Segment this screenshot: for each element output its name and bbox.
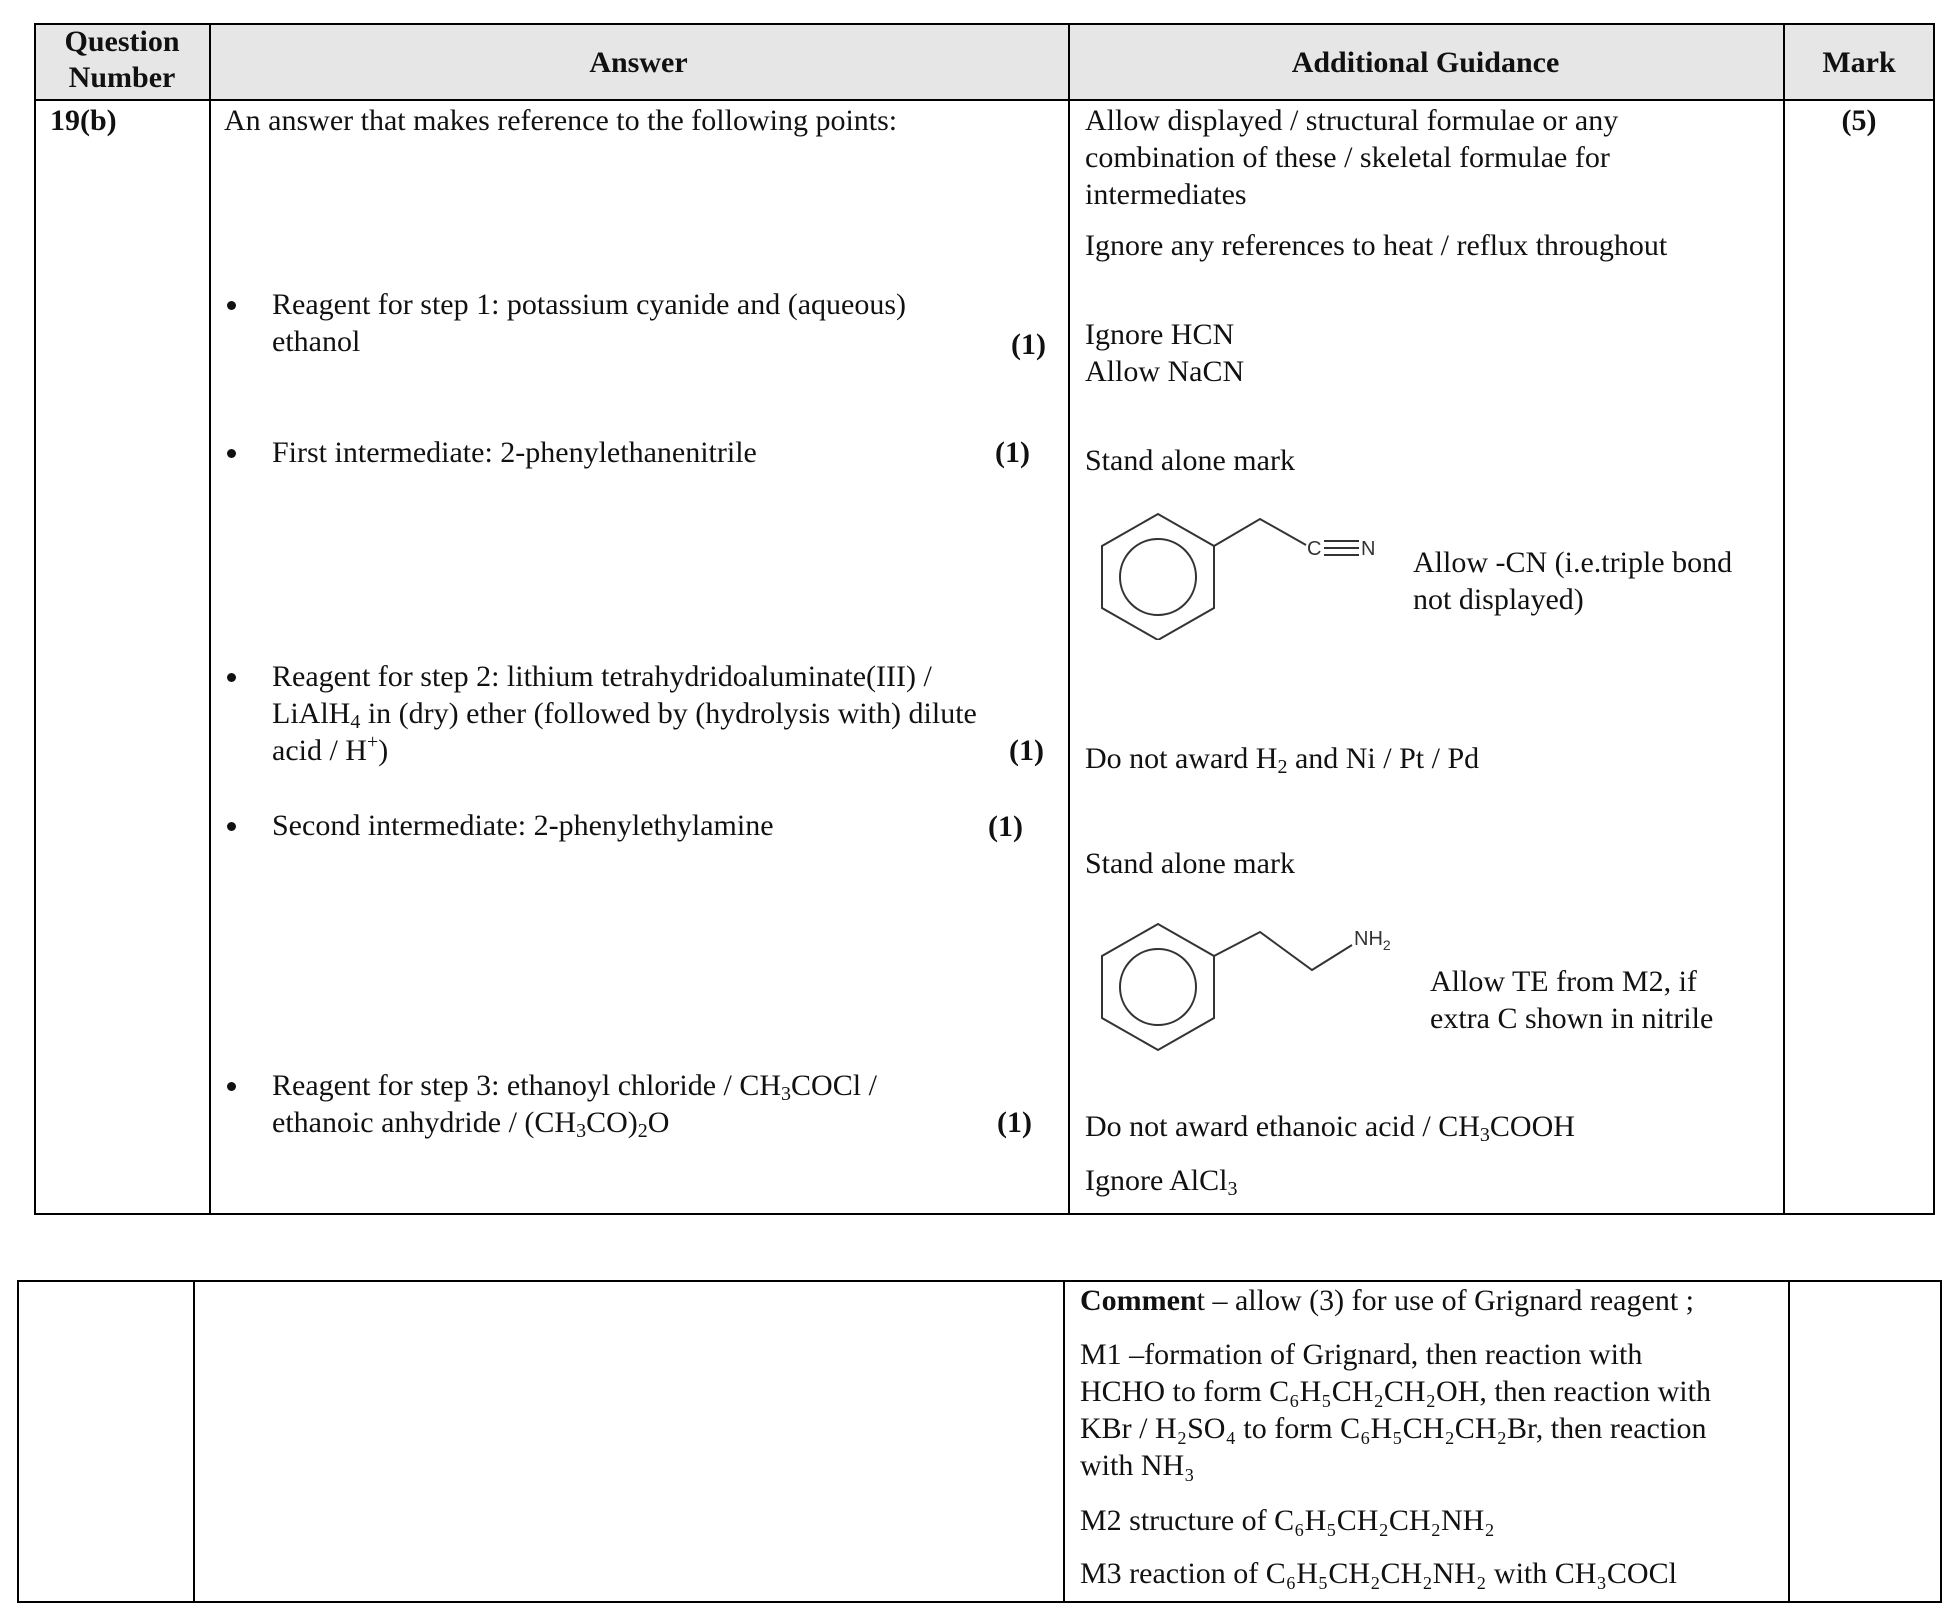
col-divider-2 (1068, 23, 1070, 1215)
guidance-allow-cn-line2: not displayed) (1413, 583, 1584, 616)
bullet-point4 (227, 822, 236, 831)
nitrile-n-label: N (1361, 538, 1376, 560)
nitrile-structure (1090, 505, 1390, 640)
guidance-alcl3-a: Ignore AlCl (1085, 1164, 1228, 1197)
point5-line1 (272, 1067, 877, 1104)
point2-mark: (1) (995, 436, 1030, 469)
point3-line3-a: acid / H (272, 734, 367, 767)
point5-line1-a: Reagent for step 3: ethanoyl chloride / CH (272, 1069, 782, 1102)
guidance-ignore-alcl3 (1085, 1162, 1238, 1199)
guidance-step1 (1085, 316, 1244, 390)
guidance-allow-cn-line1: Allow -CN (i.e.triple bond (1413, 546, 1733, 579)
comment-m1-line4: with NH₃ (1080, 1449, 1195, 1482)
comment-heading (1080, 1282, 1694, 1319)
guidance-ethanoic-a: Do not award ethanoic acid / CH (1085, 1110, 1480, 1143)
header-question-number (36, 24, 208, 96)
comment-m3: M3 reaction of C₆H₅CH₂CH₂NH₂ with CH₃COCl (1080, 1557, 1677, 1590)
comment-m2: M2 structure of C₆H₅CH₂CH₂NH₂ (1080, 1504, 1495, 1537)
point3-mark: (1) (1009, 734, 1044, 767)
point5-line2 (272, 1104, 669, 1141)
point3-line3-b: ) (378, 734, 389, 767)
col-divider-3 (1783, 23, 1785, 1215)
point3-line2-sub: 4 (350, 711, 361, 733)
point4-line1: Second intermediate: 2-phenylethylamine (272, 809, 774, 842)
guidance-h2-ni (1085, 740, 1479, 777)
guidance-h2-sub: 2 (1277, 756, 1288, 778)
amine-nh-label (1354, 928, 1391, 953)
point3-line3-sup: + (366, 731, 379, 753)
point5-line2-sub1: 3 (576, 1120, 587, 1142)
point2-line1: First intermediate: 2-phenylethanenitrile (272, 436, 757, 469)
point5-line2-a: ethanoic anhydride / (CH (272, 1106, 577, 1139)
guidance-ethanoic-acid (1085, 1108, 1575, 1145)
point5-line2-c: O (647, 1106, 670, 1139)
answer-intro: An answer that makes reference to the following points: (224, 104, 898, 137)
header-question-line2: Number (68, 61, 176, 94)
comment-m1-line1: M1 –formation of Grignard, then reaction with (1080, 1338, 1643, 1371)
point1-line2: ethanol (272, 325, 361, 358)
guidance-ethanoic-b: COOH (1489, 1110, 1575, 1143)
table2-col-divider-1 (193, 1280, 195, 1603)
table2-col-divider-2 (1063, 1280, 1065, 1603)
guidance-allow-nacn: Allow NaCN (1085, 355, 1245, 388)
point5-line2-b: CO) (586, 1106, 638, 1139)
guidance-allow-te-line1: Allow TE from M2, if (1430, 965, 1697, 998)
guidance-formulae-line1: Allow displayed / structural formulae or any (1085, 104, 1619, 137)
amine-chain (1214, 932, 1352, 970)
bullet-point3 (227, 673, 236, 682)
point3-line1: Reagent for step 2: lithium tetrahydridoaluminate(III) / (272, 660, 932, 693)
guidance-formulae (1085, 102, 1618, 213)
header-guidance: Additional Guidance (1291, 46, 1560, 79)
amine-nh-sub: 2 (1382, 937, 1391, 953)
point1-mark: (1) (1011, 328, 1046, 361)
amine-nh: NH (1354, 928, 1383, 950)
benzene-ring-2 (1102, 924, 1214, 1050)
question-number: 19(b) (50, 104, 117, 137)
guidance-stand-alone-2: Stand alone mark (1085, 847, 1295, 880)
point3-line3 (272, 732, 388, 769)
guidance-ignore-hcn: Ignore HCN (1085, 318, 1235, 351)
amine-structure (1090, 915, 1410, 1065)
guidance-allow-te (1430, 963, 1713, 1037)
bullet-point5 (227, 1082, 236, 1091)
header-answer: Answer (589, 46, 688, 79)
guidance-stand-alone-1: Stand alone mark (1085, 444, 1295, 477)
point5-line1-sub: 3 (781, 1083, 792, 1105)
point5-line1-b: COCl / (791, 1069, 877, 1102)
bullet-point2 (227, 449, 236, 458)
point1-line1: Reagent for step 1: potassium cyanide and (aqueous) (272, 288, 906, 321)
guidance-formulae-line3: intermediates (1085, 178, 1247, 211)
table2-col-divider-3 (1788, 1280, 1790, 1603)
guidance-h2-b: and Ni / Pt / Pd (1287, 742, 1480, 775)
header-question-line1: Question (64, 25, 180, 58)
total-mark: (5) (1841, 104, 1877, 137)
comment-m1-line3: KBr / H₂SO₄ to form C₆H₅CH₂CH₂Br, then reaction (1080, 1412, 1707, 1445)
header-divider (34, 99, 1935, 101)
point4-mark: (1) (988, 810, 1023, 843)
header-mark: Mark (1822, 46, 1896, 79)
point5-line2-sub2: 2 (637, 1120, 648, 1142)
comment-bold: Commen (1080, 1284, 1197, 1317)
nitrile-chain (1214, 519, 1306, 546)
guidance-h2-a: Do not award H (1085, 742, 1278, 775)
guidance-allow-cn (1413, 544, 1732, 618)
guidance-ignore-heat: Ignore any references to heat / reflux throughout (1085, 229, 1668, 262)
guidance-allow-te-line2: extra C shown in nitrile (1430, 1002, 1714, 1035)
point5-mark: (1) (997, 1106, 1032, 1139)
guidance-formulae-line2: combination of these / skeletal formulae for (1085, 141, 1610, 174)
guidance-alcl3-sub: 3 (1227, 1178, 1238, 1200)
nitrile-c-label: C (1307, 538, 1322, 560)
benzene-aromatic-circle-2 (1120, 949, 1196, 1025)
point3-line2 (272, 695, 977, 732)
col-divider-1 (209, 23, 211, 1215)
guidance-ethanoic-sub: 3 (1479, 1124, 1490, 1146)
bullet-point1 (227, 301, 236, 310)
point3-line2-b: in (dry) ether (followed by (hydrolysis with) dilute (360, 697, 977, 730)
point3-line2-a: LiAlH (272, 697, 351, 730)
benzene-aromatic-circle (1120, 539, 1196, 615)
comment-m1-line2: HCHO to form C₆H₅CH₂CH₂OH, then reaction with (1080, 1375, 1711, 1408)
comment-m1 (1080, 1336, 1711, 1484)
benzene-ring (1102, 514, 1214, 640)
comment-rest: t – allow (3) for use of Grignard reagent ; (1196, 1284, 1694, 1317)
